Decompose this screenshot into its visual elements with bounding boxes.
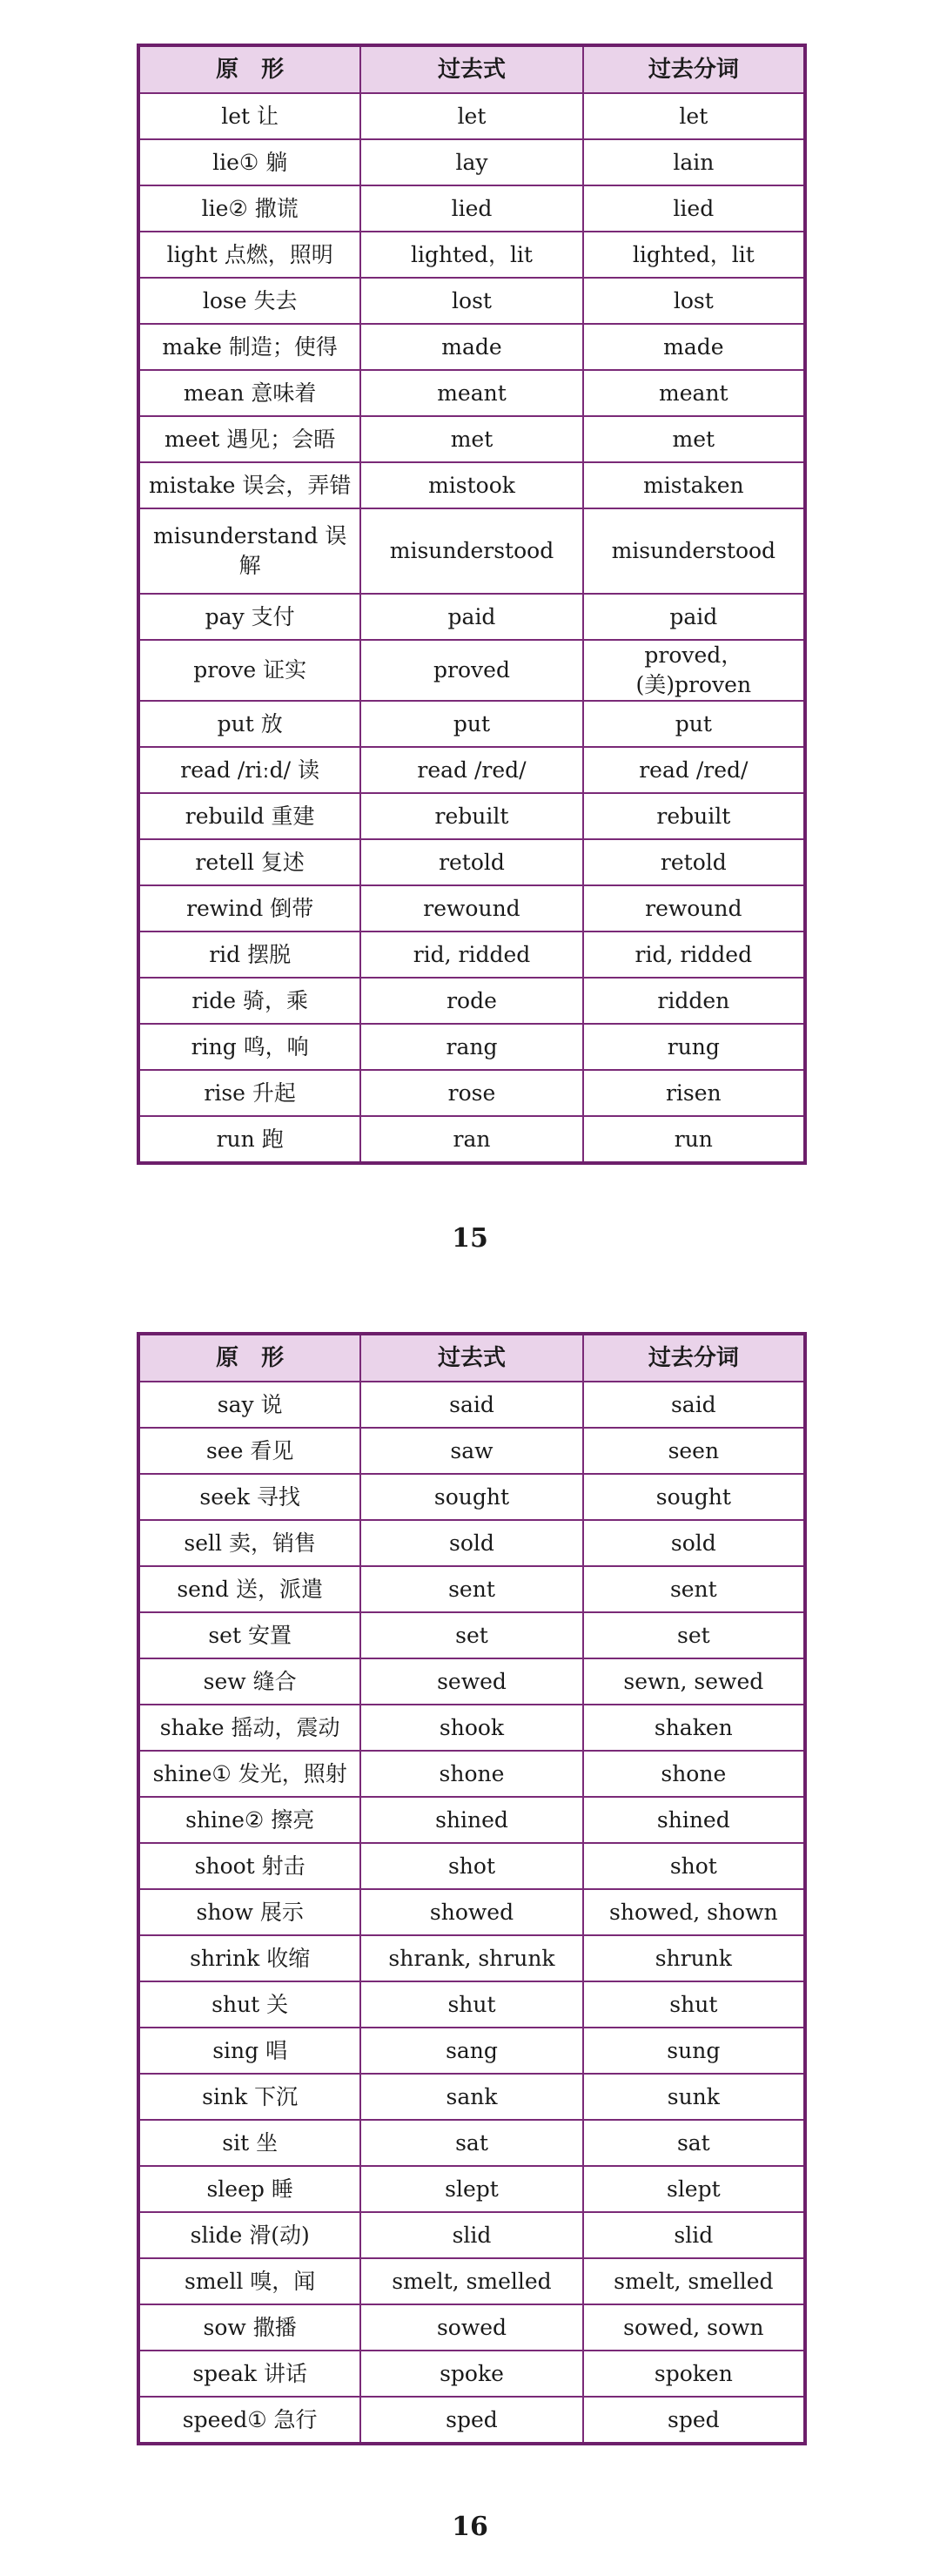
header-past-tense: 过去式 bbox=[360, 1334, 582, 1382]
table-row bbox=[138, 640, 805, 701]
table-row bbox=[138, 1935, 805, 1981]
cell-base-form: retell 复述 bbox=[138, 839, 360, 885]
table-row bbox=[138, 1428, 805, 1474]
table-row bbox=[138, 2212, 805, 2258]
cell-past-participle: lain bbox=[583, 139, 805, 185]
cell-past-participle: sold bbox=[583, 1520, 805, 1566]
cell-past-tense: meant bbox=[360, 370, 582, 416]
verb-table-2 bbox=[137, 1332, 807, 2445]
table-row bbox=[138, 1382, 805, 1428]
cell-past-participle: spoken bbox=[583, 2351, 805, 2397]
cell-past-tense: rose bbox=[360, 1070, 582, 1116]
table-row bbox=[138, 594, 805, 640]
cell-past-tense: shot bbox=[360, 1843, 582, 1889]
table-row bbox=[138, 1751, 805, 1797]
cell-past-participle: paid bbox=[583, 594, 805, 640]
table-row bbox=[138, 747, 805, 793]
cell-base-form: let 让 bbox=[138, 93, 360, 139]
cell-past-tense: rang bbox=[360, 1024, 582, 1070]
table-header-row bbox=[138, 45, 805, 93]
cell-past-participle: sowed, sown bbox=[583, 2304, 805, 2351]
table-row bbox=[138, 2028, 805, 2074]
cell-past-tense: sowed bbox=[360, 2304, 582, 2351]
header-past-participle: 过去分词 bbox=[583, 1334, 805, 1382]
table-row bbox=[138, 1566, 805, 1612]
cell-past-tense: retold bbox=[360, 839, 582, 885]
cell-past-tense: sewed bbox=[360, 1658, 582, 1705]
cell-base-form: speak 讲话 bbox=[138, 2351, 360, 2397]
cell-base-form: ride 骑，乘 bbox=[138, 978, 360, 1024]
cell-past-tense: saw bbox=[360, 1428, 582, 1474]
table-row bbox=[138, 1116, 805, 1163]
table-row bbox=[138, 839, 805, 885]
cell-past-tense: shone bbox=[360, 1751, 582, 1797]
table-row bbox=[138, 1843, 805, 1889]
cell-past-participle: sung bbox=[583, 2028, 805, 2074]
table-row bbox=[138, 185, 805, 232]
cell-past-participle: mistaken bbox=[583, 462, 805, 508]
table-row bbox=[138, 932, 805, 978]
cell-base-form: lose 失去 bbox=[138, 278, 360, 324]
cell-past-participle: risen bbox=[583, 1070, 805, 1116]
cell-past-tense: sat bbox=[360, 2120, 582, 2166]
cell-base-form: rewind 倒带 bbox=[138, 885, 360, 932]
cell-base-form: sew 缝合 bbox=[138, 1658, 360, 1705]
table-row bbox=[138, 1981, 805, 2028]
cell-base-form: sing 唱 bbox=[138, 2028, 360, 2074]
cell-base-form: speed① 急行 bbox=[138, 2397, 360, 2444]
cell-base-form: rid 摆脱 bbox=[138, 932, 360, 978]
cell-past-participle: sent bbox=[583, 1566, 805, 1612]
cell-base-form: light 点燃，照明 bbox=[138, 232, 360, 278]
cell-past-participle: made bbox=[583, 324, 805, 370]
cell-past-tense: proved bbox=[360, 640, 582, 701]
cell-base-form: seek 寻找 bbox=[138, 1474, 360, 1520]
table-row bbox=[138, 2304, 805, 2351]
table-row bbox=[138, 93, 805, 139]
cell-past-participle: smelt, smelled bbox=[583, 2258, 805, 2304]
cell-past-tense: shook bbox=[360, 1705, 582, 1751]
cell-past-participle: lost bbox=[583, 278, 805, 324]
cell-base-form: shoot 射击 bbox=[138, 1843, 360, 1889]
cell-past-participle: read /red/ bbox=[583, 747, 805, 793]
header-base-form: 原 形 bbox=[138, 45, 360, 93]
cell-past-tense: sought bbox=[360, 1474, 582, 1520]
cell-past-tense: rebuilt bbox=[360, 793, 582, 839]
cell-past-tense: slid bbox=[360, 2212, 582, 2258]
cell-base-form: shake 摇动，震动 bbox=[138, 1705, 360, 1751]
cell-past-participle: put bbox=[583, 701, 805, 747]
cell-past-participle: said bbox=[583, 1382, 805, 1428]
cell-past-tense: lost bbox=[360, 278, 582, 324]
cell-base-form: sell 卖，销售 bbox=[138, 1520, 360, 1566]
table-row bbox=[138, 1520, 805, 1566]
cell-past-participle: lied bbox=[583, 185, 805, 232]
cell-past-tense: sang bbox=[360, 2028, 582, 2074]
table-row bbox=[138, 793, 805, 839]
cell-past-tense: let bbox=[360, 93, 582, 139]
cell-base-form: sit 坐 bbox=[138, 2120, 360, 2166]
cell-base-form: pay 支付 bbox=[138, 594, 360, 640]
cell-past-tense: rewound bbox=[360, 885, 582, 932]
header-past-tense: 过去式 bbox=[360, 45, 582, 93]
cell-past-participle: rewound bbox=[583, 885, 805, 932]
cell-base-form: mean 意味着 bbox=[138, 370, 360, 416]
cell-past-participle: rebuilt bbox=[583, 793, 805, 839]
cell-past-participle: shut bbox=[583, 1981, 805, 2028]
cell-base-form: set 安置 bbox=[138, 1612, 360, 1658]
table-row bbox=[138, 1658, 805, 1705]
cell-base-form: sow 撒播 bbox=[138, 2304, 360, 2351]
cell-past-tense: spoke bbox=[360, 2351, 582, 2397]
cell-base-form: lie① 躺 bbox=[138, 139, 360, 185]
cell-base-form: send 送，派遣 bbox=[138, 1566, 360, 1612]
cell-past-tense: shrank, shrunk bbox=[360, 1935, 582, 1981]
cell-base-form: shine① 发光，照射 bbox=[138, 1751, 360, 1797]
cell-past-tense: misunderstood bbox=[360, 508, 582, 594]
table-row bbox=[138, 2074, 805, 2120]
cell-past-tense: read /red/ bbox=[360, 747, 582, 793]
table-row bbox=[138, 2397, 805, 2444]
cell-base-form: ring 鸣，响 bbox=[138, 1024, 360, 1070]
cell-base-form: smell 嗅，闻 bbox=[138, 2258, 360, 2304]
table-row bbox=[138, 508, 805, 594]
cell-past-participle: let bbox=[583, 93, 805, 139]
cell-past-participle: run bbox=[583, 1116, 805, 1163]
table-row bbox=[138, 1889, 805, 1935]
cell-base-form: run 跑 bbox=[138, 1116, 360, 1163]
cell-past-participle: met bbox=[583, 416, 805, 462]
cell-past-participle: shined bbox=[583, 1797, 805, 1843]
header-past-participle: 过去分词 bbox=[583, 45, 805, 93]
table-row bbox=[138, 1705, 805, 1751]
cell-past-tense: lighted，lit bbox=[360, 232, 582, 278]
cell-past-participle: slid bbox=[583, 2212, 805, 2258]
cell-past-participle: sat bbox=[583, 2120, 805, 2166]
cell-past-tense: met bbox=[360, 416, 582, 462]
table-row bbox=[138, 701, 805, 747]
cell-past-participle: ridden bbox=[583, 978, 805, 1024]
table-row bbox=[138, 2351, 805, 2397]
table-row bbox=[138, 139, 805, 185]
table-row bbox=[138, 2166, 805, 2212]
cell-past-participle: sunk bbox=[583, 2074, 805, 2120]
cell-past-tense: said bbox=[360, 1382, 582, 1428]
cell-past-tense: put bbox=[360, 701, 582, 747]
table-row bbox=[138, 1612, 805, 1658]
cell-past-tense: slept bbox=[360, 2166, 582, 2212]
cell-base-form: meet 遇见；会晤 bbox=[138, 416, 360, 462]
page-number: 16 bbox=[452, 2512, 488, 2542]
cell-past-participle: proved，(美)proven bbox=[583, 640, 805, 701]
cell-past-tense: ran bbox=[360, 1116, 582, 1163]
cell-past-participle: showed, shown bbox=[583, 1889, 805, 1935]
cell-past-tense: rid, ridded bbox=[360, 932, 582, 978]
cell-past-participle: sewn, sewed bbox=[583, 1658, 805, 1705]
cell-base-form: mistake 误会，弄错 bbox=[138, 462, 360, 508]
page-number: 15 bbox=[452, 1223, 488, 1254]
cell-base-form: read /riːd/ 读 bbox=[138, 747, 360, 793]
table-row bbox=[138, 1070, 805, 1116]
cell-base-form: slide 滑(动) bbox=[138, 2212, 360, 2258]
cell-past-participle: slept bbox=[583, 2166, 805, 2212]
table-header-row bbox=[138, 1334, 805, 1382]
cell-past-tense: lay bbox=[360, 139, 582, 185]
cell-past-tense: paid bbox=[360, 594, 582, 640]
cell-past-participle: shot bbox=[583, 1843, 805, 1889]
table-row bbox=[138, 2258, 805, 2304]
table-row bbox=[138, 462, 805, 508]
header-base-form: 原 形 bbox=[138, 1334, 360, 1382]
cell-past-tense: shut bbox=[360, 1981, 582, 2028]
cell-base-form: shine② 擦亮 bbox=[138, 1797, 360, 1843]
table-row bbox=[138, 1474, 805, 1520]
cell-past-participle: lighted，lit bbox=[583, 232, 805, 278]
cell-past-tense: sent bbox=[360, 1566, 582, 1612]
table-row bbox=[138, 1024, 805, 1070]
cell-past-tense: showed bbox=[360, 1889, 582, 1935]
cell-base-form: rise 升起 bbox=[138, 1070, 360, 1116]
cell-past-tense: rode bbox=[360, 978, 582, 1024]
table-row bbox=[138, 1797, 805, 1843]
table-row bbox=[138, 232, 805, 278]
cell-base-form: shut 关 bbox=[138, 1981, 360, 2028]
verb-table-1 bbox=[137, 44, 807, 1165]
cell-base-form: rebuild 重建 bbox=[138, 793, 360, 839]
cell-past-participle: rung bbox=[583, 1024, 805, 1070]
cell-base-form: say 说 bbox=[138, 1382, 360, 1428]
cell-past-participle: shrunk bbox=[583, 1935, 805, 1981]
cell-past-participle: seen bbox=[583, 1428, 805, 1474]
cell-past-tense: set bbox=[360, 1612, 582, 1658]
cell-base-form: shrink 收缩 bbox=[138, 1935, 360, 1981]
cell-past-tense: sped bbox=[360, 2397, 582, 2444]
cell-past-participle: shaken bbox=[583, 1705, 805, 1751]
cell-past-tense: shined bbox=[360, 1797, 582, 1843]
cell-past-participle: shone bbox=[583, 1751, 805, 1797]
cell-past-participle: rid, ridded bbox=[583, 932, 805, 978]
cell-past-participle: retold bbox=[583, 839, 805, 885]
cell-past-tense: made bbox=[360, 324, 582, 370]
table-row bbox=[138, 416, 805, 462]
cell-base-form: show 展示 bbox=[138, 1889, 360, 1935]
table-row bbox=[138, 885, 805, 932]
cell-past-tense: lied bbox=[360, 185, 582, 232]
cell-past-tense: sank bbox=[360, 2074, 582, 2120]
cell-past-tense: smelt, smelled bbox=[360, 2258, 582, 2304]
cell-past-participle: sped bbox=[583, 2397, 805, 2444]
cell-past-participle: meant bbox=[583, 370, 805, 416]
table-row bbox=[138, 2120, 805, 2166]
cell-past-participle: sought bbox=[583, 1474, 805, 1520]
cell-past-tense: mistook bbox=[360, 462, 582, 508]
cell-base-form: lie② 撒谎 bbox=[138, 185, 360, 232]
cell-base-form: prove 证实 bbox=[138, 640, 360, 701]
table-row bbox=[138, 324, 805, 370]
cell-base-form: see 看见 bbox=[138, 1428, 360, 1474]
cell-past-participle: set bbox=[583, 1612, 805, 1658]
cell-past-tense: sold bbox=[360, 1520, 582, 1566]
table-row bbox=[138, 278, 805, 324]
cell-base-form: put 放 bbox=[138, 701, 360, 747]
table-row bbox=[138, 978, 805, 1024]
cell-base-form: misunderstand 误解 bbox=[138, 508, 360, 594]
cell-base-form: sink 下沉 bbox=[138, 2074, 360, 2120]
cell-base-form: make 制造；使得 bbox=[138, 324, 360, 370]
table-row bbox=[138, 370, 805, 416]
cell-past-participle: misunderstood bbox=[583, 508, 805, 594]
cell-base-form: sleep 睡 bbox=[138, 2166, 360, 2212]
